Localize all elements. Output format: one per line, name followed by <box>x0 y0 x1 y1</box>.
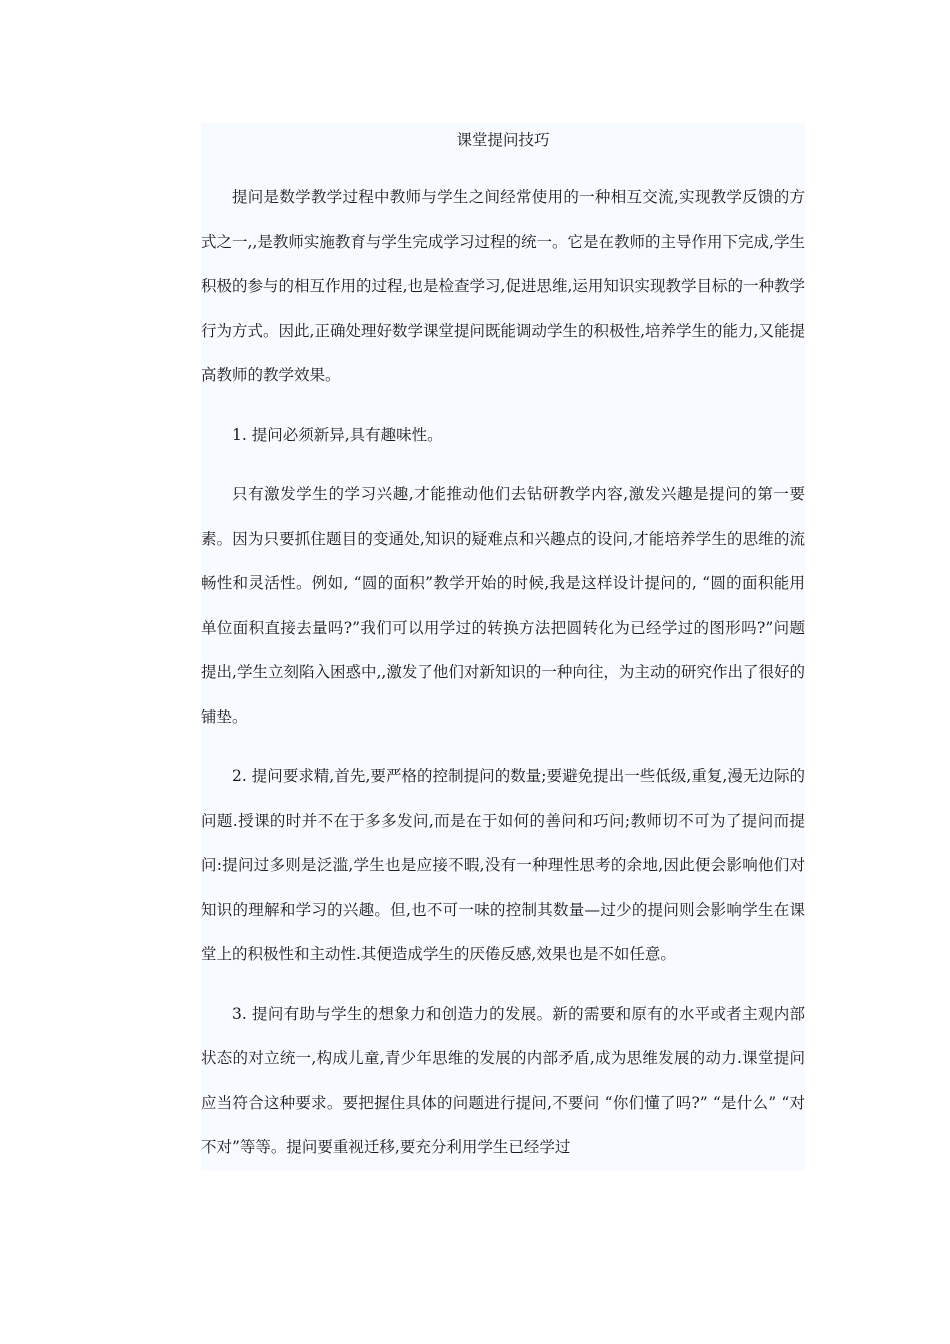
paragraph-intro: 提问是数学教学过程中教师与学生之间经常使用的一种相互交流,实现教学反馈的方式之一,,是教师实施教育与学生完成学习过程的统一。它是在教师的主导作用下完成,学生积极的参与的相互作用的过程,也是检查学习,促进思维,运用知识实现教学目标的一种教学行为方式。因此,正确处理好数学课堂提问既能调动学生的积极性,培养学生的能力,又能提高教师的教学效果。 <box>201 188 805 384</box>
spacer <box>201 977 805 992</box>
paragraph-heading-1: 1. 提问必须新异,具有趣味性。 <box>232 425 443 444</box>
document-title: 课堂提问技巧 <box>456 131 550 149</box>
spacer <box>201 739 805 754</box>
spacer <box>201 457 805 472</box>
paragraph-point-2: 2. 提问要求精,首先,要严格的控制提问的数量;要避免提出一些低级,重复,漫无边际的问题.授课的时并不在于多多发问,而是在于如何的善问和巧问;教师切不可为了提问而提问:提问过多则是泛滥,学生也是应接不暇,没有一种理性思考的余地,因此便会影响他们对知识的理解和学习的兴趣。但,也不可一味的控制其数量—过少的提问则会影响学生在课堂上的积极性和主动性.其便造成学生的厌倦反感,效果也是不如任意。 <box>201 767 805 963</box>
document-page <box>201 123 805 1170</box>
paragraph-body-1: 只有激发学生的学习兴趣,才能推动他们去钻研教学内容,激发兴趣是提问的第一要素。因为只要抓住题目的变通处,知识的疑难点和兴趣点的设问,才能培养学生的思维的流畅性和灵活性。例如, “圆的面积”教学开始的时候,我是这样设计提问的, “圆的面积能用单位面积直接去量吗?”我们可以用学过的转换方法把圆转化为已经学过的图形吗?”问题提出,学生立刻陷入困惑中,,激发了他们对新知识的一种向往，为主动的研究作出了很好的铺垫。 <box>201 485 805 726</box>
spacer <box>201 155 805 175</box>
paragraph-point-3: 3. 提问有助与学生的想象力和创造力的发展。新的需要和原有的水平或者主观内部状态的对立统一,构成儿童,青少年思维的发展的内部矛盾,成为思维发展的动力.课堂提问应当符合这种要求。要把握住具体的问题进行提问,不要问 “你们懂了吗?” “是什么” “对不对”等等。提问要重视迁移,要充分利用学生已经学过 <box>201 1004 805 1156</box>
spacer <box>201 398 805 413</box>
